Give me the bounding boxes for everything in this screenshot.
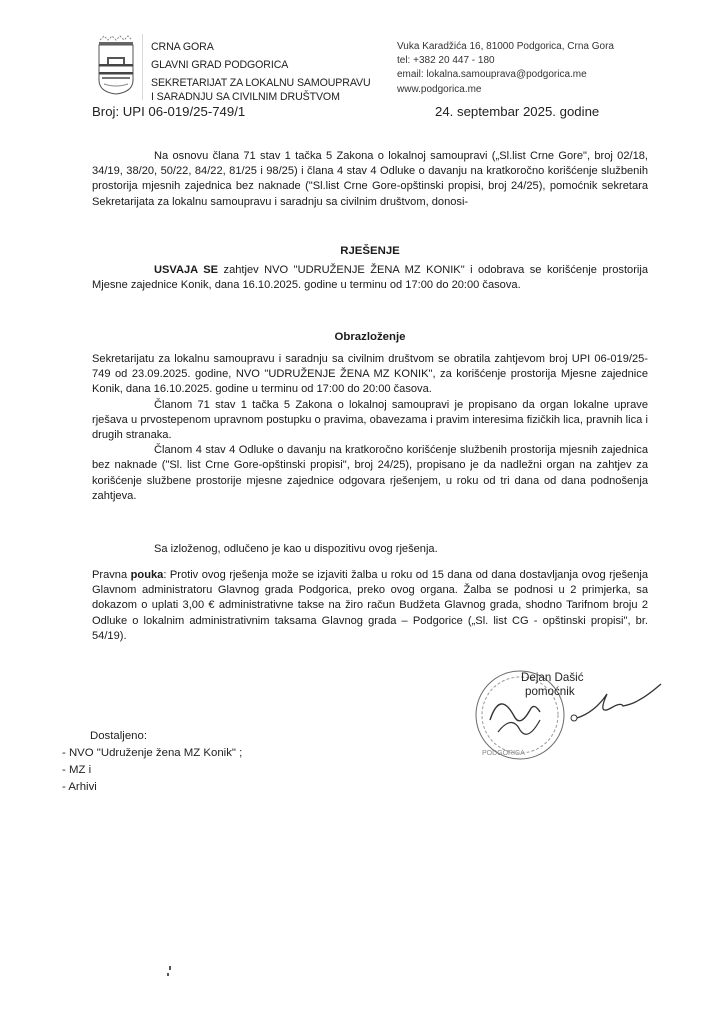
org-secretariat: SEKRETARIJAT ZA LOKALNU SAMOUPRAVU	[151, 77, 371, 89]
decision-paragraph	[92, 263, 648, 293]
delivery-label: Dostaljeno:	[90, 730, 147, 742]
reasoning-paragraph: Članom 71 stav 1 tačka 5 Zakona o lokalnoj samoupravi je propisano da organ lokalne uprave rješava u prvostepenom upravnom postupku o pravima, obavezama i pravim interesima fizičkih lica, pravnih lica i drugih stranaka.	[92, 398, 648, 442]
intro-paragraph: Na osnovu člana 71 stav 1 tačka 5 Zakona o lokalnoj samoupravi („Sl.list Crne Gore", broj 02/18, 34/19, 38/20, 50/22, 84/22, 81/25 i 98/25) i člana 4 stav 4 Odluke o davanju na kratkoročno korišćenje službenih prostorija mjesnih zajednica bez naknade ("Sl.list Crne Gore-opštinski propisi, broj 24/25), pomoćnik sekretara Sekretarijata za lokalnu samoupravu i saradnju sa civilnim društvom, donosi-	[92, 150, 648, 208]
conclusion-paragraph: Sa izloženog, odlučeno je kao u dispozitivu ovog rješenja.	[154, 543, 438, 555]
org-country: CRNA GORA	[151, 41, 214, 53]
org-secretariat-line2: I SARADNJU SA CIVILNIM DRUŠTVOM	[151, 91, 340, 103]
svg-text:PODGORICA: PODGORICA	[482, 750, 525, 757]
document-date: 24. septembar 2025. godine	[435, 104, 600, 119]
delivery-recipient: - NVO "Udruženje žena MZ Konik" ;	[62, 747, 243, 759]
decision-heading: RJEŠENJE	[340, 245, 400, 257]
signatory	[521, 671, 584, 699]
reference-number: Broj: UPI 06-019/25-749/1	[92, 104, 246, 119]
reasoning-paragraph: Članom 4 stav 4 Odluke o davanju na kratkoročno korišćenje službenih prostorija mjesnih zajednica bez naknade ("Sl. list Crne Gore-opštinski propisi", broj 24/25), propisano je da nadležni organ na zahtjev za korišćenje službene prostorije mjesne zajednice odgovara rješenjem, u roku od tri dana od dana podnošenja zahtjeva.	[92, 444, 648, 502]
coat-of-arms-icon	[96, 34, 136, 96]
organization-block	[151, 40, 371, 104]
header-divider	[142, 34, 143, 100]
contact-address: Vuka Karadžića 16, 81000 Podgorica, Crna Gora	[397, 41, 614, 52]
contact-phone: tel: +382 20 447 - 180	[397, 55, 495, 67]
delivery-list	[62, 728, 242, 796]
legal-notice-label-bold: pouka	[130, 569, 164, 581]
reasoning-heading: Obrazloženje	[334, 331, 406, 343]
legal-notice-text: : Protiv ovog rješenja može se izjaviti žalba u roku od 15 dana od dana dostavljanja ovog rješenja Glavnom administratoru Glavnog grada Podgorica, preko ovog organa. Žalba se podnosi u 2 primjerka, sa dokazom o uplati 3,00 € administrativne takse na žiro račun Budžeta Glavnog grada, shodno Tarifnom broju 2 Odluke o lokalnim administrativnim taksama Glavnog grada – Podgorice („Sl. list CG - opštinski propisi", br. 54/19).	[92, 569, 649, 642]
reasoning-section	[92, 352, 648, 504]
scan-artifact	[166, 966, 174, 978]
contact-website[interactable]: www.podgorica.me	[397, 83, 482, 95]
org-city: GLAVNI GRAD PODGORICA	[151, 59, 289, 71]
delivery-recipient: - Arhivi	[62, 781, 97, 793]
delivery-recipient: - MZ i	[62, 764, 92, 776]
reasoning-paragraph: Sekretarijatu za lokalnu samoupravu i saradnju sa civilnim društvom se obratila zahtjevom broj UPI 06-019/25-749 od 23.09.2025. godine, NVO "UDRUŽENJE ŽENA MZ KONIK", za korišćenje prostorija Mjesne zajednice Konik, dana 16.10.2025. godine u terminu od 17:00 do 20:00 časova.	[92, 353, 648, 396]
legal-notice	[92, 568, 648, 644]
decision-text: zahtjev NVO "UDRUŽENJE ŽENA MZ KONIK" i odobrava se korišćenje prostorija Mjesne zajednice Konik, dana 16.10.2025. godine u terminu od 17:00 do 20:00 časova.	[92, 264, 648, 292]
signatory-role: pomoćnik	[525, 685, 575, 698]
legal-notice-label: Pravna	[92, 569, 131, 581]
contact-email[interactable]: email: lokalna.samouprava@podgorica.me	[397, 69, 587, 81]
contact-block	[397, 40, 614, 97]
signatory-name: Dejan Dašić	[521, 671, 584, 684]
decision-lead: USVAJA SE	[154, 264, 219, 276]
